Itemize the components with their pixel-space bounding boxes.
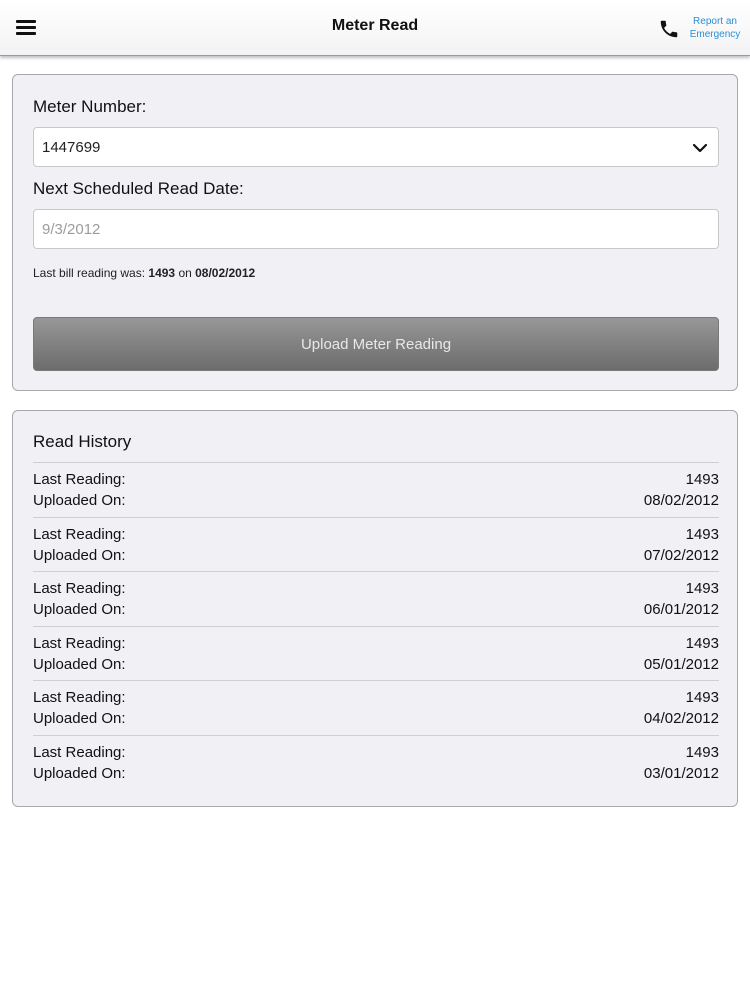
chevron-down-icon (692, 142, 708, 154)
uploaded-on-label: Uploaded On: (33, 546, 126, 564)
uploaded-on-value: 04/02/2012 (643, 710, 719, 727)
uploaded-on-label: Uploaded On: (33, 764, 126, 782)
last-reading-value: 1493 (685, 471, 719, 488)
upload-meter-reading-button[interactable]: Upload Meter Reading (33, 317, 719, 371)
history-row (33, 462, 719, 517)
last-reading-label: Last Reading: (33, 525, 126, 543)
meter-number-label: Meter Number: (33, 97, 147, 116)
report-emergency-label: Report an Emergency (689, 16, 741, 40)
uploaded-on-value: 08/02/2012 (643, 492, 719, 509)
uploaded-on-label: Uploaded On: (33, 710, 126, 727)
meter-number-select[interactable] (33, 127, 719, 167)
history-row (33, 517, 719, 572)
app-header (0, 0, 750, 56)
last-reading-value: 1493 (685, 634, 719, 652)
next-read-date-label: Next Scheduled Read Date: (33, 179, 244, 198)
last-reading-label: Last Reading: (33, 580, 126, 597)
uploaded-on-value: 03/01/2012 (643, 764, 719, 782)
last-bill-reading-text: Last bill reading was: 1493 on 08/02/2012 (33, 266, 256, 280)
uploaded-on-value: 07/02/2012 (643, 546, 719, 564)
uploaded-on-label: Uploaded On: (33, 655, 126, 673)
next-read-date-input[interactable] (33, 209, 719, 249)
page-title: Meter Read (331, 17, 419, 34)
uploaded-on-label: Uploaded On: (33, 492, 126, 509)
last-reading-value: 1493 (685, 689, 719, 706)
history-row (33, 626, 719, 681)
last-reading-value: 1493 (685, 525, 719, 543)
history-row (33, 571, 719, 626)
meter-read-form (12, 74, 738, 391)
uploaded-on-value: 06/01/2012 (643, 601, 719, 618)
read-history-panel (12, 410, 738, 807)
uploaded-on-value: 05/01/2012 (643, 655, 719, 673)
last-reading-value: 1493 (685, 743, 719, 761)
report-emergency-button[interactable] (656, 14, 746, 44)
history-row (33, 735, 719, 790)
phone-icon (658, 18, 680, 40)
last-reading-label: Last Reading: (33, 689, 126, 706)
last-reading-value: 1493 (685, 580, 719, 597)
history-row (33, 680, 719, 735)
meter-number-value: 1447699 (42, 139, 101, 156)
last-reading-label: Last Reading: (33, 634, 126, 652)
last-reading-label: Last Reading: (33, 471, 126, 488)
read-history-list (33, 462, 719, 789)
read-history-title: Read History (33, 432, 132, 451)
last-reading-label: Last Reading: (33, 743, 126, 761)
uploaded-on-label: Uploaded On: (33, 601, 126, 618)
